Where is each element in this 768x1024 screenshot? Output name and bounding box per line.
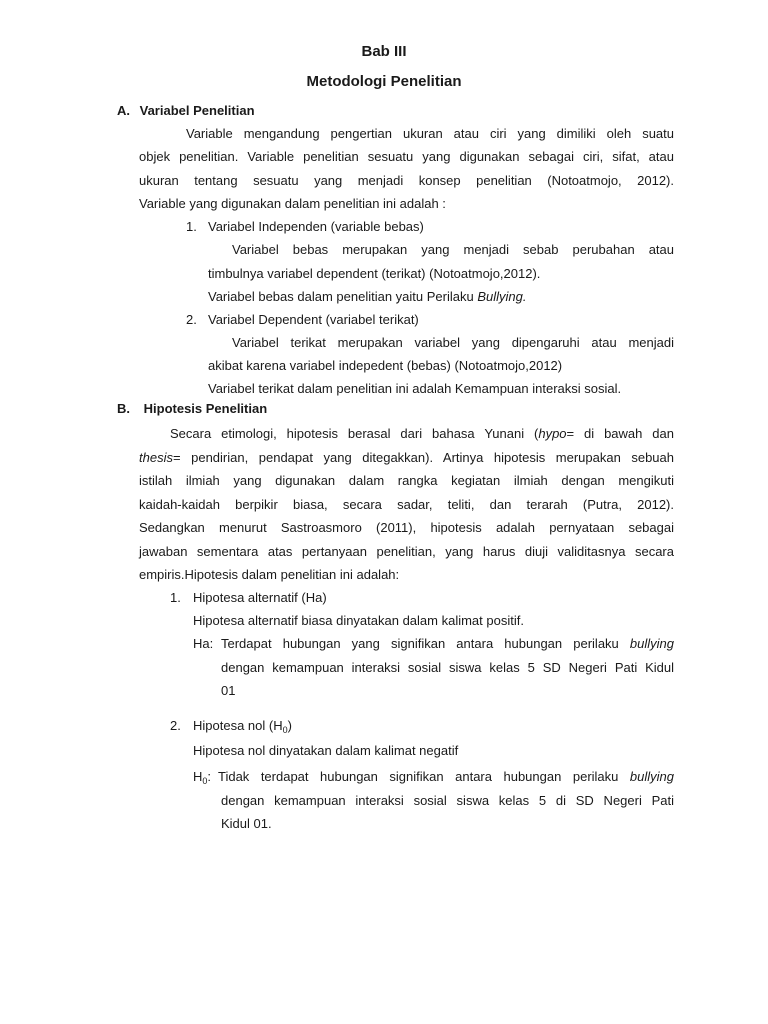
b-item-1-number: 1.	[170, 590, 181, 605]
b-para-line-4: kaidah-kaidah berpikir biasa, secara sadar, teliti, dan terarah (Putra, 2012).	[139, 497, 674, 512]
a-para-line-4: Variable yang digunakan dalam penelitian ini adalah :	[139, 196, 446, 211]
b-item-2-h0-label-colon: :	[207, 769, 212, 784]
a-para-line-2: objek penelitian. Variable penelitian sesuatu yang digunakan sebagai ciri, sifat, atau	[139, 149, 674, 164]
b-item-2-h0-label-text: H	[193, 769, 203, 784]
b-item-1-ha-line-2: dengan kemampuan interaksi sosial siswa kelas 5 SD Negeri Pati Kidul	[221, 660, 674, 675]
a-item-1-note	[208, 285, 526, 308]
a-item-1-title: Variabel Independen (variable bebas)	[208, 219, 424, 234]
b-item-1-ha-label: Ha:	[193, 636, 214, 651]
b-item-1-title: Hipotesa alternatif (Ha)	[193, 590, 327, 605]
a-item-2-title: Variabel Dependent (variabel terikat)	[208, 312, 419, 327]
section-b-title: Hipotesis Penelitian	[143, 401, 268, 416]
b-item-2-title-close: )	[287, 718, 292, 733]
b-item-2-h0-label	[193, 765, 211, 788]
b-item-2-desc: Hipotesa nol dinyatakan dalam kalimat negatif	[193, 743, 459, 758]
a-para-line-3: ukuran tentang sesuatu yang menjadi konsep penelitian (Notoatmojo, 2012).	[139, 173, 674, 188]
a-item-1-line-1: Variabel bebas merupakan yang menjadi sebab perubahan atau	[232, 242, 674, 257]
b-para-line-1	[170, 422, 674, 445]
a-item-1-number: 1.	[186, 219, 197, 234]
b-para-line-2	[139, 446, 674, 469]
b-item-2-h0-line-2: dengan kemampuan interaksi sosial siswa kelas 5 di SD Negeri Pati	[221, 793, 674, 808]
section-a-heading	[117, 103, 255, 118]
b-para-line-2-b: = pendirian, pendapat yang ditegakkan). Artinya hipotesis merupakan sebuah	[172, 450, 674, 465]
b-para-line-1-italic: hypo	[538, 426, 567, 441]
a-item-1-note-italic: Bullying.	[477, 289, 527, 304]
chapter-title: Bab III	[361, 43, 407, 60]
b-item-1-ha-line-1	[221, 632, 674, 655]
b-para-line-1-b: = di bawah dan	[566, 426, 674, 441]
section-b-number: B.	[117, 401, 130, 416]
b-item-2-h0-line-1-text: Tidak terdapat hubungan signifikan antara hubungan perilaku	[218, 769, 630, 784]
b-item-2-title	[193, 714, 292, 737]
a-item-1-note-text: Variabel bebas dalam penelitian yaitu Perilaku	[208, 289, 478, 304]
b-item-2-h0-label-sub: 0	[202, 776, 208, 786]
b-para-line-6: jawaban sementara atas pertanyaan penelitian, yang harus diuji validitasnya secara	[139, 544, 674, 559]
section-a-number: A.	[117, 103, 130, 118]
b-item-1-ha-line-1-text: Terdapat hubungan yang signifikan antara hubungan perilaku	[221, 636, 630, 651]
b-item-2-title-sub: 0	[282, 725, 288, 735]
section-a-title: Variabel Penelitian	[139, 103, 255, 118]
a-item-2-number: 2.	[186, 312, 197, 327]
b-item-1-desc: Hipotesa alternatif biasa dinyatakan dalam kalimat positif.	[193, 613, 524, 628]
b-item-2-h0-line-3: Kidul 01.	[221, 816, 272, 831]
b-item-1-ha-line-1-italic: bullying	[629, 636, 674, 651]
b-item-2-number: 2.	[170, 718, 181, 733]
a-item-2-line-2: akibat karena variabel indepedent (bebas) (Notoatmojo,2012)	[208, 358, 563, 373]
b-item-1-ha-line-3: 01	[221, 683, 236, 698]
a-item-2-line-1: Variabel terikat merupakan variabel yang dipengaruhi atau menjadi	[232, 335, 674, 350]
a-item-1-line-2: timbulnya variabel dependent (terikat) (Notoatmojo,2012).	[208, 266, 541, 281]
section-b-heading	[117, 401, 267, 416]
b-item-2-h0-line-1-italic: bullying	[629, 769, 674, 784]
chapter-subtitle: Metodologi Penelitian	[306, 73, 462, 90]
b-para-line-1-a: Secara etimologi, hipotesis berasal dari bahasa Yunani (	[170, 426, 539, 441]
b-item-2-h0-line-1	[218, 765, 674, 788]
a-para-line-1: Variable mengandung pengertian ukuran atau ciri yang dimiliki oleh suatu	[186, 126, 674, 141]
b-para-line-5: Sedangkan menurut Sastroasmoro (2011), hipotesis adalah pernyataan sebagai	[139, 520, 674, 535]
b-para-line-7: empiris.Hipotesis dalam penelitian ini adalah:	[139, 567, 400, 582]
b-para-line-2-italic: thesis	[139, 450, 173, 465]
a-item-2-note: Variabel terikat dalam penelitian ini adalah Kemampuan interaksi sosial.	[208, 381, 622, 396]
b-para-line-3: istilah ilmiah yang digunakan dalam rangka kegiatan ilmiah dengan mengikuti	[139, 473, 674, 488]
b-item-2-title-text: Hipotesa nol (H	[193, 718, 283, 733]
